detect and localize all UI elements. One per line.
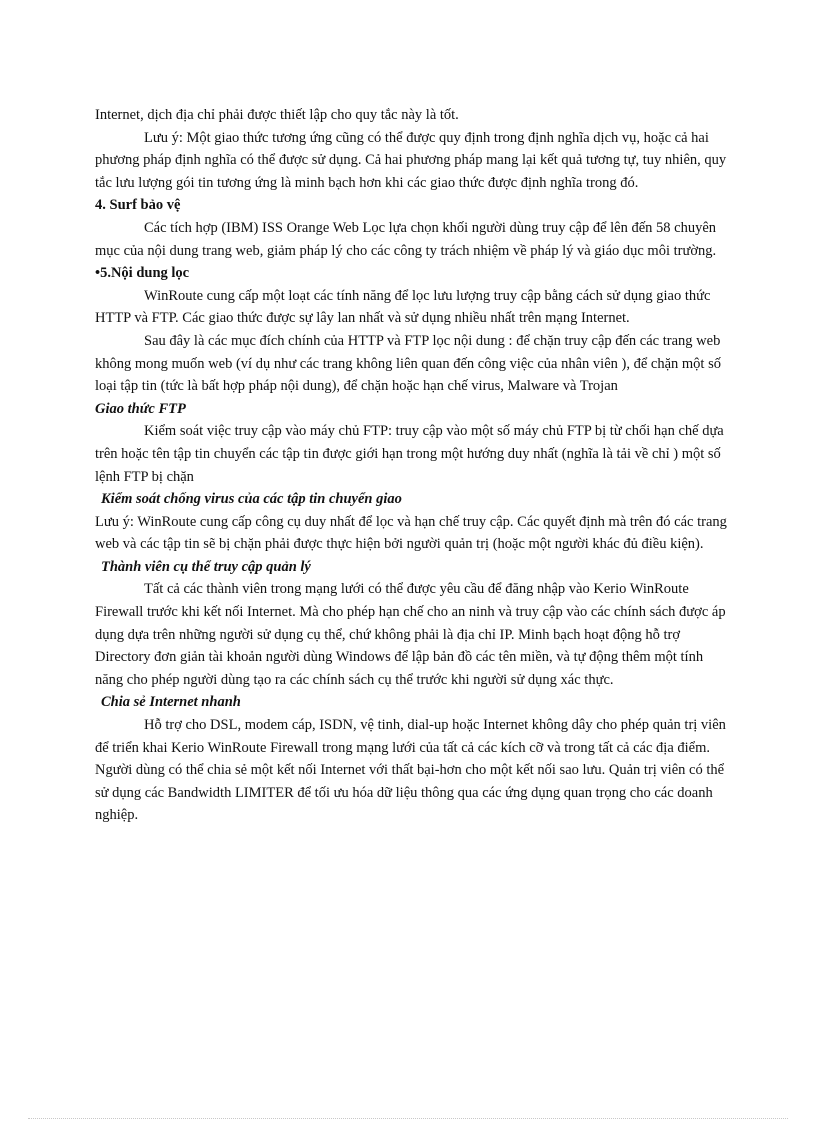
paragraph-surf-protection: Các tích hợp (IBM) ISS Orange Web Lọc lựa chọn khối người dùng truy cập để lên đến 58 chuyên mục của nội dung trang web, giảm pháp lý cho các công ty trách nhiệm về pháp lý và giáo dục môi trường. — [95, 219, 717, 259]
heading-surf-protection: 4. Surf bảo vệ — [95, 197, 181, 214]
heading-antivirus-control: Kiểm soát chống virus của các tập tin chuyển giao — [101, 491, 402, 508]
heading-ftp-protocol: Giao thức FTP — [95, 400, 186, 417]
paragraph-note-protocol: Lưu ý: Một giao thức tương ứng cũng có thể được quy định trong định nghĩa dịch vụ, hoặc cả hai phương pháp định nghĩa có thể được sử dụng. Cả hai phương pháp mang lại kết quả tương tự, tuy nhiên, quy tắc lưu lượng gói tin tương ứng là minh bạch hơn khi các giao thức được định nghĩa trong đó. — [95, 129, 727, 191]
paragraph-antivirus-note: Lưu ý: WinRoute cung cấp công cụ duy nhất để lọc và hạn chế truy cập. Các quyết định mà trên đó các trang web và các tập tin sẽ bị chặn phải được thực hiện bởi người quản trị (hoặc một người khác đủ điều kiện). — [95, 513, 727, 553]
heading-internet-sharing: Chia sẻ Internet nhanh — [101, 694, 241, 711]
page-bottom-rule — [28, 1118, 788, 1119]
paragraph-ftp-control: Kiểm soát việc truy cập vào máy chủ FTP: truy cập vào một số máy chủ FTP bị từ chối hạn chế dựa trên hoặc tên tập tin chuyển các tập tin được giới hạn trong một hướng duy nhất (nghĩa là tải về chỉ ) một số lệnh FTP bị chặn — [95, 423, 724, 485]
paragraph-intro: Internet, dịch địa chỉ phải được thiết lập cho quy tắc này là tốt. — [95, 107, 459, 123]
paragraph-user-access: Tất cả các thành viên trong mạng lưới có thể được yêu cầu để đăng nhập vào Kerio WinRoute Firewall trước khi kết nối Internet. Mà cho phép hạn chế cho an ninh và truy cập vào các chính sách được áp dụng dựa trên những người sử dụng cụ thể, chứ không phải là địa chỉ IP. Minh bạch hoạt động hỗ trợ Directory đơn giản tài khoản người dùng Windows để lập bản đồ các tên miền, và tự động thêm một tính năng cho phép người dùng tạo ra các chính sách cụ thể trước khi người sử dụng xác thực. — [95, 581, 726, 688]
paragraph-internet-sharing: Hỗ trợ cho DSL, modem cáp, ISDN, vệ tinh, dial-up hoặc Internet không dây cho phép quản trị viên để triển khai Kerio WinRoute Firewall trong mạng lưới của tất cả các kích cỡ và trong tất cả các địa điểm. Người dùng có thể chia sẻ một kết nối Internet với thất bại-hơn cho một kết nối sao lưu. Quản trị viên có thể sử dụng các Bandwidth LIMITER để tối ưu hóa dữ liệu thông qua các ứng dụng quan trọng cho các doanh nghiệp. — [95, 717, 726, 824]
paragraph-winroute-filter: WinRoute cung cấp một loạt các tính năng để lọc lưu lượng truy cập bằng cách sử dụng giao thức HTTP và FTP. Các giao thức được sự lây lan nhất và sử dụng nhiều nhất trên mạng Internet. — [95, 287, 711, 327]
document-page — [95, 104, 727, 827]
heading-content-filter: •5.Nội dung lọc — [95, 265, 190, 282]
heading-user-access: Thành viên cụ thể truy cập quản lý — [101, 558, 311, 575]
paragraph-filter-purposes: Sau đây là các mục đích chính của HTTP và FTP lọc nội dung : để chặn truy cập đến các trang web không mong muốn web (ví dụ như các trang không liên quan đến công việc của nhân viên ), để chặn một số loại tập tin (tức là bất hợp pháp nội dung), để chặn hoặc hạn chế virus, Malware và Trojan — [95, 332, 721, 395]
